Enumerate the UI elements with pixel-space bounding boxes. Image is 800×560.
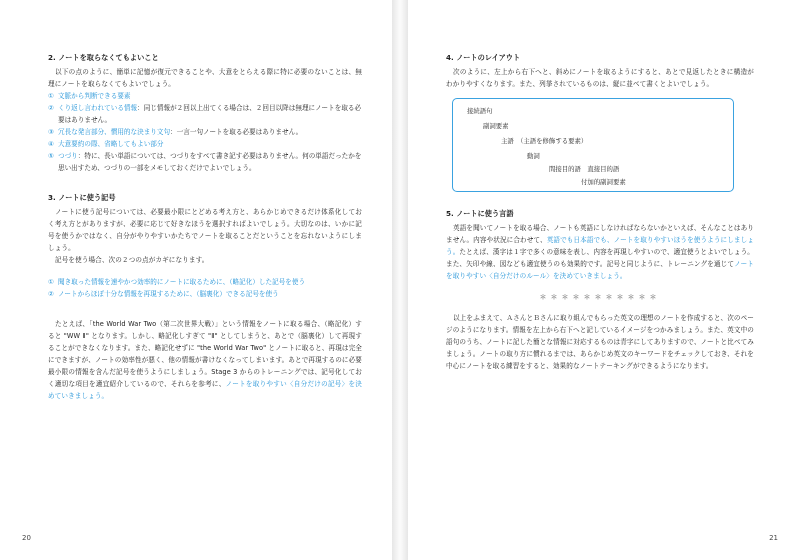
list-item xyxy=(48,150,362,174)
section-5-heading: 5. ノートに使う言語 xyxy=(446,209,514,218)
section-5-paragraph-1 xyxy=(446,222,754,282)
list-item-label: 冗長な発言部分、慣用的な決まり文句 xyxy=(58,128,171,136)
list-item-label: つづり xyxy=(58,152,78,160)
highlighted-text: ノートを取りやすい〈自分だけの記号〉を決めていきましょう。 xyxy=(48,380,362,400)
page-number: 21 xyxy=(769,534,778,542)
list-item xyxy=(48,288,362,300)
list-item xyxy=(48,126,362,138)
list-item xyxy=(48,276,362,288)
section-3-paragraph-3 xyxy=(48,318,362,402)
list-item-text: 文脈から判断できる要素 xyxy=(58,92,131,100)
list-item-text: 大意要約の際、省略してもよい部分 xyxy=(58,140,164,148)
section-5-paragraph-2: 以上をふまえて、ＡさんとＢさんに取り組んでもらった英文の理想のノートを作成すると、次のページのようになります。情報を左上から右下へと記しているイメージをつかみましょう。また、英文中の語句のうち、ノートに記した簡とな情報に対応するものは青字にしてありますので、ノートと比べてみましょう。ノートの取り方に慣れるまでは、あらかじめ英文のキーワードをチェックしておき、それを中心にノートを取る練習をすると、効果的なノートテーキングができるようになります。 xyxy=(446,314,754,370)
paragraph-text: 英語を聞いてノートを取る場合、ノートも英語にしなければならないかといえば、そんなことはありません。内容や状況に合わせて、 xyxy=(446,224,754,244)
list-item xyxy=(48,102,362,126)
highlighted-text: ノートを取りやすい〈自分だけのルール〉を決めていきましょう。 xyxy=(446,260,755,280)
layout-item: 動詞 xyxy=(527,152,540,160)
layout-item: 接続語句 xyxy=(467,107,493,115)
left-page xyxy=(0,0,392,560)
paragraph-text: たとえば、「the World War Two（第二次世界大戦）」という情報をノートに取る場合、（略記化）すると "WW Ⅱ" となります。しかし、略記化しすぎて "Ⅱ" としてしまうと、あとで（脳裏化）して再現することができなくなります。また、略記化せずに "the World War Two" とノートに取ると、再現は完全にできますが、ノートの効率性が悪く、他の情報が書けなくなってしまいます。あとで再現するのに必要最小限の情報を含んだ記号を使うようにしましょう。Stage 3 からのトレーニングでは、記号化しておく適切な項目を適宜紹介しているので、それらを参考に、 xyxy=(48,320,362,388)
section-3-heading: 3. ノートに使う記号 xyxy=(48,193,116,202)
list-item-number: ④ xyxy=(48,140,54,148)
section-3-paragraph-1: ノートに使う記号については、必要最小限にとどめる考え方と、あらかじめできるだけ体系化しておく考え方とがありますが、必要に応じて好きなほうを選択すればよいでしょう。大切なのは、いかに記号を使うかではなく、自分がやりやすいかたちでノートを取ることだということを忘れないようにしましょう。 xyxy=(48,208,362,252)
list-item-number: ① xyxy=(48,92,54,100)
list-item-number: ② xyxy=(48,104,54,112)
highlighted-text: 英語でも日本語でも、ノートを取りやすいほうを使うようにしましょう。 xyxy=(446,236,755,256)
section-3-paragraph-2: 記号を使う場合、次の２つの点がカギになります。 xyxy=(55,256,209,264)
list-item-text: 聞き取った情報を速やかつ効率的にノートに取るために、（略記化）した記号を使う xyxy=(58,278,306,286)
list-item-label: くり返し言われている情報 xyxy=(58,104,138,112)
section-4-heading: 4. ノートのレイアウト xyxy=(446,53,521,62)
list-item xyxy=(48,90,362,102)
note-layout-diagram xyxy=(452,98,734,192)
paragraph-text: たとえば、漢字は１字で多くの意味を表し、内容を再現しやすいので、適宜使うとよいでしょう。また、矢印や線、図なども適宜使うのも効果的です。記号と同じように、トレーニングを通じて xyxy=(446,248,755,268)
list-item xyxy=(48,138,362,150)
section-divider-stars: ＊＊＊＊＊＊＊＊＊＊＊ xyxy=(539,293,661,301)
page-number: 20 xyxy=(22,534,31,542)
layout-item: 付加的副詞要素 xyxy=(581,178,626,186)
left-page-content xyxy=(48,52,362,402)
right-page xyxy=(408,0,800,560)
section-2-list xyxy=(48,90,362,174)
section-2-heading: 2. ノートを取らなくてもよいこと xyxy=(48,53,159,62)
book-gutter xyxy=(392,0,408,560)
list-item-number: ② xyxy=(48,290,54,298)
list-item-text: ：一言一句ノートを取る必要はありません。 xyxy=(170,128,303,136)
layout-item: 主語 （主語を修飾する要素） xyxy=(501,137,588,145)
list-item-number: ⑤ xyxy=(48,152,54,160)
list-item-number: ③ xyxy=(48,128,54,136)
right-page-content xyxy=(446,52,754,372)
symbol-points-list xyxy=(48,276,362,300)
layout-item: 副詞要素 xyxy=(483,122,509,130)
layout-item: 間接目的語 直接目的語 xyxy=(549,165,620,173)
list-item-text: ：特に、長い単語については、つづりをすべて書き記す必要はありません。何の単語だったかを思い出すため、つづりの一部をメモしておくだけでよいでしょう。 xyxy=(58,152,362,172)
list-item-number: ① xyxy=(48,278,54,286)
section-4-intro: 次のように、左上から右下へと、斜めにノートを取るようにすると、あとで見返したときに構造がわかりやすくなります。また、列挙されているものは、縦に並べて書くとよいでしょう。 xyxy=(446,68,754,88)
list-item-text: ：同じ情報が２回以上出てくる場合は、２回目以降は無理にノートを取る必要はありません。 xyxy=(58,104,362,124)
list-item-text: ノートからほぼ十分な情報を再現するために、（脳裏化）できる記号を使う xyxy=(58,290,279,298)
section-2-intro: 以下の点のように、簡単に記憶が復元できることや、大意をとらえる際に特に必要のないことは、無理にノートを取らなくてもよいでしょう。 xyxy=(48,68,362,88)
